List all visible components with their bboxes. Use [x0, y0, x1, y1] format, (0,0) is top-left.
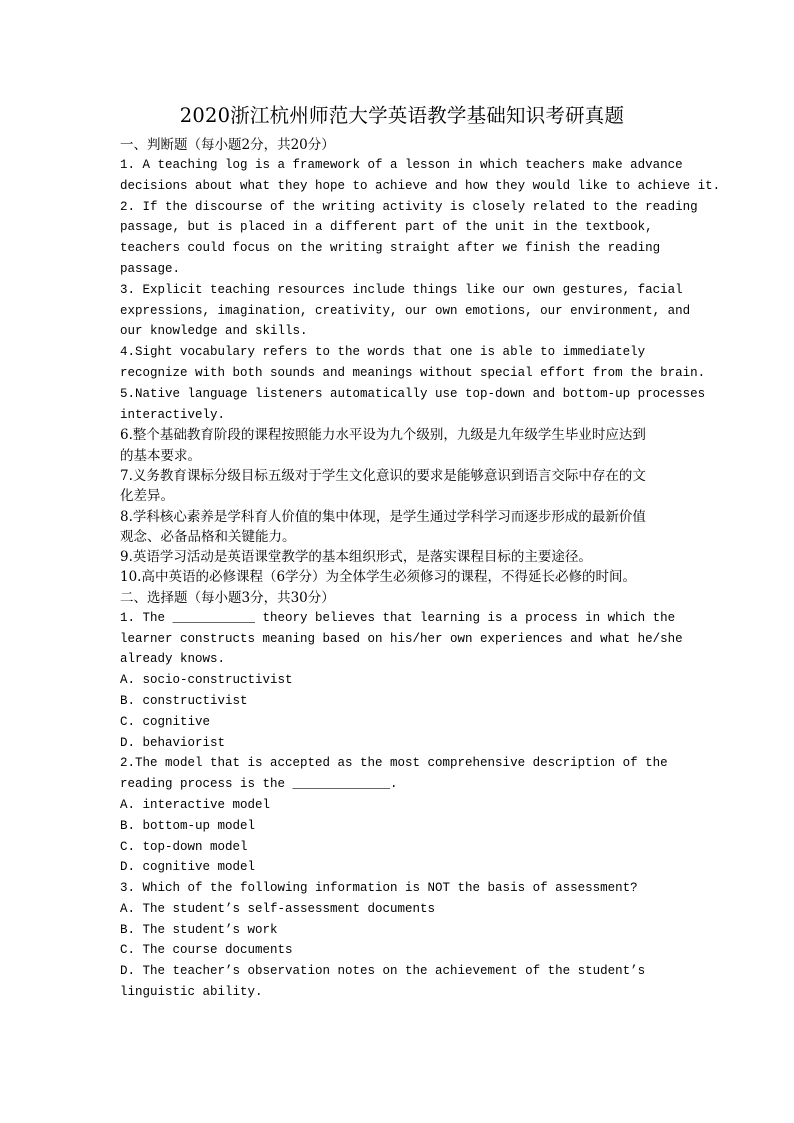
question-line: passage. [120, 261, 181, 276]
question-3 [120, 280, 691, 342]
answer-option: A. interactive model [120, 797, 271, 812]
question-line: passage, but is placed in a different part of the unit in the textbook, [120, 220, 653, 235]
question-line: 化差异。 [120, 488, 174, 505]
question-9: 9.英语学习活动是英语课堂教学的基本组织形式，是落实课程目标的主要途径。 [120, 549, 592, 566]
section-true-false-heading: 一、判断题（每小题2分，共20分） [120, 137, 335, 153]
question-6 [120, 425, 684, 466]
mc-question-2 [120, 753, 684, 878]
answer-option: A. socio-constructivist [120, 673, 293, 688]
question-line: expressions, imagination, creativity, our own emotions, our environment, and [120, 303, 691, 318]
answer-option: D. cognitive model [120, 860, 256, 875]
question-5 [120, 384, 706, 426]
question-line: 8.学科核心素养是学科育人价值的集中体现，是学生通过学科学习而逐步形成的最新价值 [120, 508, 646, 525]
question-line: 1. A teaching log is a framework of a lesson in which teachers make advance [120, 158, 683, 172]
question-1 [120, 155, 721, 197]
answer-option: C. The course documents [120, 943, 293, 958]
answer-option: linguistic ability. [120, 985, 263, 1000]
question-line: decisions about what they hope to achieve and how they would like to achieve it. [120, 178, 721, 193]
question-line: 7.义务教育课标分级目标五级对于学生文化意识的要求是能够意识到语言交际中存在的文 [120, 467, 646, 484]
question-7 [120, 466, 684, 507]
question-line: 的基本要求。 [120, 447, 201, 464]
question-stem-line: learner constructs meaning based on his/her own experiences and what he/she [120, 631, 683, 646]
question-line: teachers could focus on the writing straight after we finish the reading [120, 241, 661, 256]
answer-option: B. constructivist [120, 693, 248, 708]
question-stem-line: reading process is the _____________. [120, 777, 398, 792]
question-10: 10.高中英语的必修课程（6学分）为全体学生必须修习的课程，不得延长必修的时间。 [120, 569, 637, 586]
question-line: 3. Explicit teaching resources include things like our own gestures, facial [120, 282, 683, 297]
question-line: recognize with both sounds and meanings without special effort from the brain. [120, 365, 706, 380]
answer-option: A. The student’s self-assessment documents [120, 901, 436, 916]
answer-option: C. top-down model [120, 839, 248, 854]
answer-option: D. behaviorist [120, 735, 226, 750]
question-line: 2. If the discourse of the writing activity is closely related to the reading [120, 199, 698, 214]
question-stem-line: 1. The ___________ theory believes that learning is a process in which the [120, 610, 676, 625]
answer-option: B. The student’s work [120, 922, 278, 937]
section-multiple-choice-heading: 二、选择题（每小题3分，共30分） [120, 589, 335, 606]
mc-question-3 [120, 878, 684, 1003]
question-line: interactively. [120, 407, 226, 422]
question-stem-line: 3. Which of the following information is NOT the basis of assessment? [120, 881, 638, 896]
question-2 [120, 197, 698, 280]
question-line: 6.整个基础教育阶段的课程按照能力水平设为九个级别，九级是九年级学生毕业时应达到 [120, 427, 646, 444]
question-stem-line: already knows. [120, 652, 226, 667]
question-4 [120, 342, 706, 384]
question-line: 观念、必备品格和关键能力。 [120, 528, 296, 545]
answer-option: C. cognitive [120, 714, 211, 729]
question-line: 5.Native language listeners automatically use top-down and bottom-up processes [120, 386, 706, 401]
page-title: 2020浙江杭州师范大学英语教学基础知识考研真题 [179, 104, 625, 127]
question-line: 4.Sight vocabulary refers to the words that one is able to immediately [120, 345, 646, 360]
question-stem-line: 2.The model that is accepted as the most comprehensive description of the [120, 756, 668, 771]
answer-option: D. The teacher’s observation notes on the achievement of the student’s [120, 964, 646, 979]
answer-option: B. bottom-up model [120, 818, 256, 833]
question-line: our knowledge and skills. [120, 324, 308, 339]
mc-question-1 [120, 608, 684, 754]
question-8 [120, 507, 684, 548]
